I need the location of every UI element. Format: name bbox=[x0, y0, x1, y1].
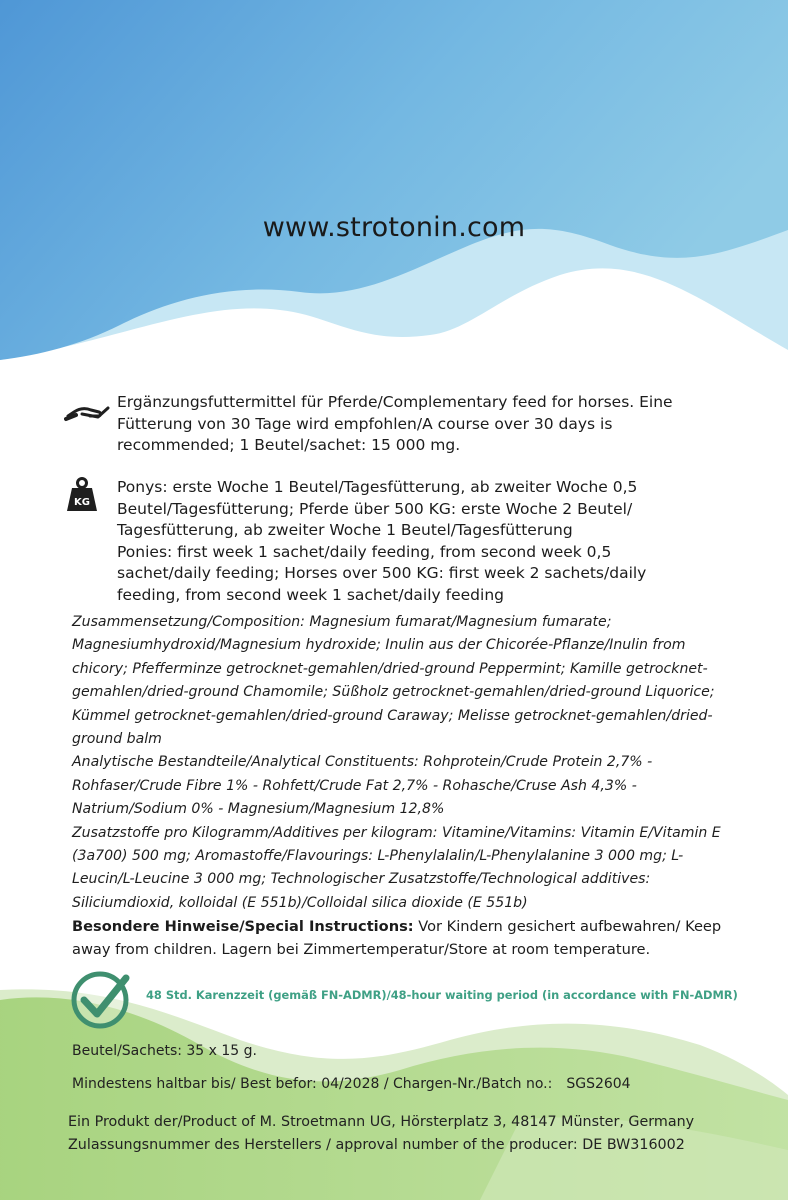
special-instructions bbox=[72, 915, 732, 961]
additives-text: Zusatzstoffe pro Kilogramm/Additives per kilogram: Vitamine/Vitamins: Vitamin E/Vitamin E (3a700) 500 mg; Aromastoffe/Flavourings: L-Phenylalalin/L-Phenylalanine 3 000 mg; L-Leucin/L-Leucine 3 000 mg; Technologischer Zusatzstoffe/Technological additives: Siliciumdioxid, kolloidal (E 551b)/Colloidal silica dioxide (E 551b) bbox=[72, 824, 721, 911]
analytical-constituents-text: Analytische Bestandteile/Analytical Constituents: Rohprotein/Crude Protein 2,7% - Rohfaser/Crude Fibre 1% - Rohfett/Crude Fat 2,7% - Rohasche/Cruse Ash 4,3% - Natrium/Sodium 0% - Magnesium/Magnesium 12,8% bbox=[72, 754, 653, 818]
sachets-info: Beutel/Sachets: 35 x 15 g. bbox=[72, 1043, 258, 1059]
producer-line: Ein Produkt der/Product of M. Stroetmann UG, Hörsterplatz 3, 48147 Münster, Germany bbox=[68, 1114, 695, 1130]
dosage-de-line: Ponys: erste Woche 1 Beutel/Tagesfütterung, ab zweiter Woche 0,5 bbox=[117, 478, 638, 496]
best-before-text: Mindestens haltbar bis/ Best befor: 04/2028 / Chargen-Nr./Batch no.: bbox=[72, 1076, 553, 1092]
kg-label: KG bbox=[74, 497, 90, 508]
batch-number: SGS2604 bbox=[566, 1076, 631, 1092]
check-circle-icon bbox=[70, 968, 132, 1030]
feeding-recommendation: Ergänzungsfuttermittel für Pferde/Complementary feed for horses. Eine Fütterung von 30 Tage wird empfohlen/A course over 30 days is recommended; 1 Beutel/sachet: 15 000 mg. bbox=[117, 393, 673, 454]
dosage-de-line: Tagesfütterung, ab zweiter Woche 1 Beutel/Tagesfütterung bbox=[117, 521, 573, 539]
dosage-en-line: sachet/daily feeding; Horses over 500 KG: first week 2 sachets/daily bbox=[117, 564, 647, 582]
best-before-info bbox=[72, 1076, 631, 1092]
hand-feeding-icon bbox=[64, 396, 110, 424]
kg-weight-icon bbox=[66, 477, 98, 513]
producer-info bbox=[68, 1111, 758, 1157]
dosage-de-line: Beutel/Tagesfütterung; Pferde über 500 KG: erste Woche 2 Beutel/ bbox=[117, 499, 633, 518]
special-instructions-text: Vor Kindern gesichert aufbewahren/ Keep away from children. Lagern bei Zimmertemperatur/Store at room temperature. bbox=[72, 918, 722, 958]
waiting-period-notice: 48 Std. Karenzzeit (gemäß FN-ADMR)/48-hour waiting period (in accordance with FN-ADMR) bbox=[146, 988, 738, 1002]
approval-line: Zulassungsnummer des Herstellers / approval number of the producer: DE BW316002 bbox=[68, 1137, 685, 1153]
composition-text: Zusammensetzung/Composition: Magnesium fumarat/Magnesium fumarate; Magnesiumhydroxid/Magnesium hydroxide; Inulin aus der Chicorée-Pflanze/Inulin from chicory; Pfefferminze getrocknet-gemahlen/dried-ground Peppermint; Kamille getrocknet-gemahlen/dried-ground Chamomile; Süßholz getrocknet-gemahlen/dried-ground Liquorice; Kümmel getrocknet-gemahlen/dried-ground Caraway; Melisse getrocknet-gemahlen/dried-ground balm bbox=[72, 614, 715, 748]
ingredients-block bbox=[72, 611, 734, 915]
dosage-en-line: feeding, from second week 1 sachet/daily feeding bbox=[117, 585, 504, 604]
dosage-en-line: Ponies: first week 1 sachet/daily feeding, from second week 0,5 bbox=[117, 542, 612, 561]
website-url[interactable]: www.strotonin.com bbox=[262, 212, 526, 243]
special-instructions-heading: Besondere Hinweise/Special Instructions: bbox=[72, 918, 414, 935]
dosage-instructions bbox=[117, 477, 727, 606]
